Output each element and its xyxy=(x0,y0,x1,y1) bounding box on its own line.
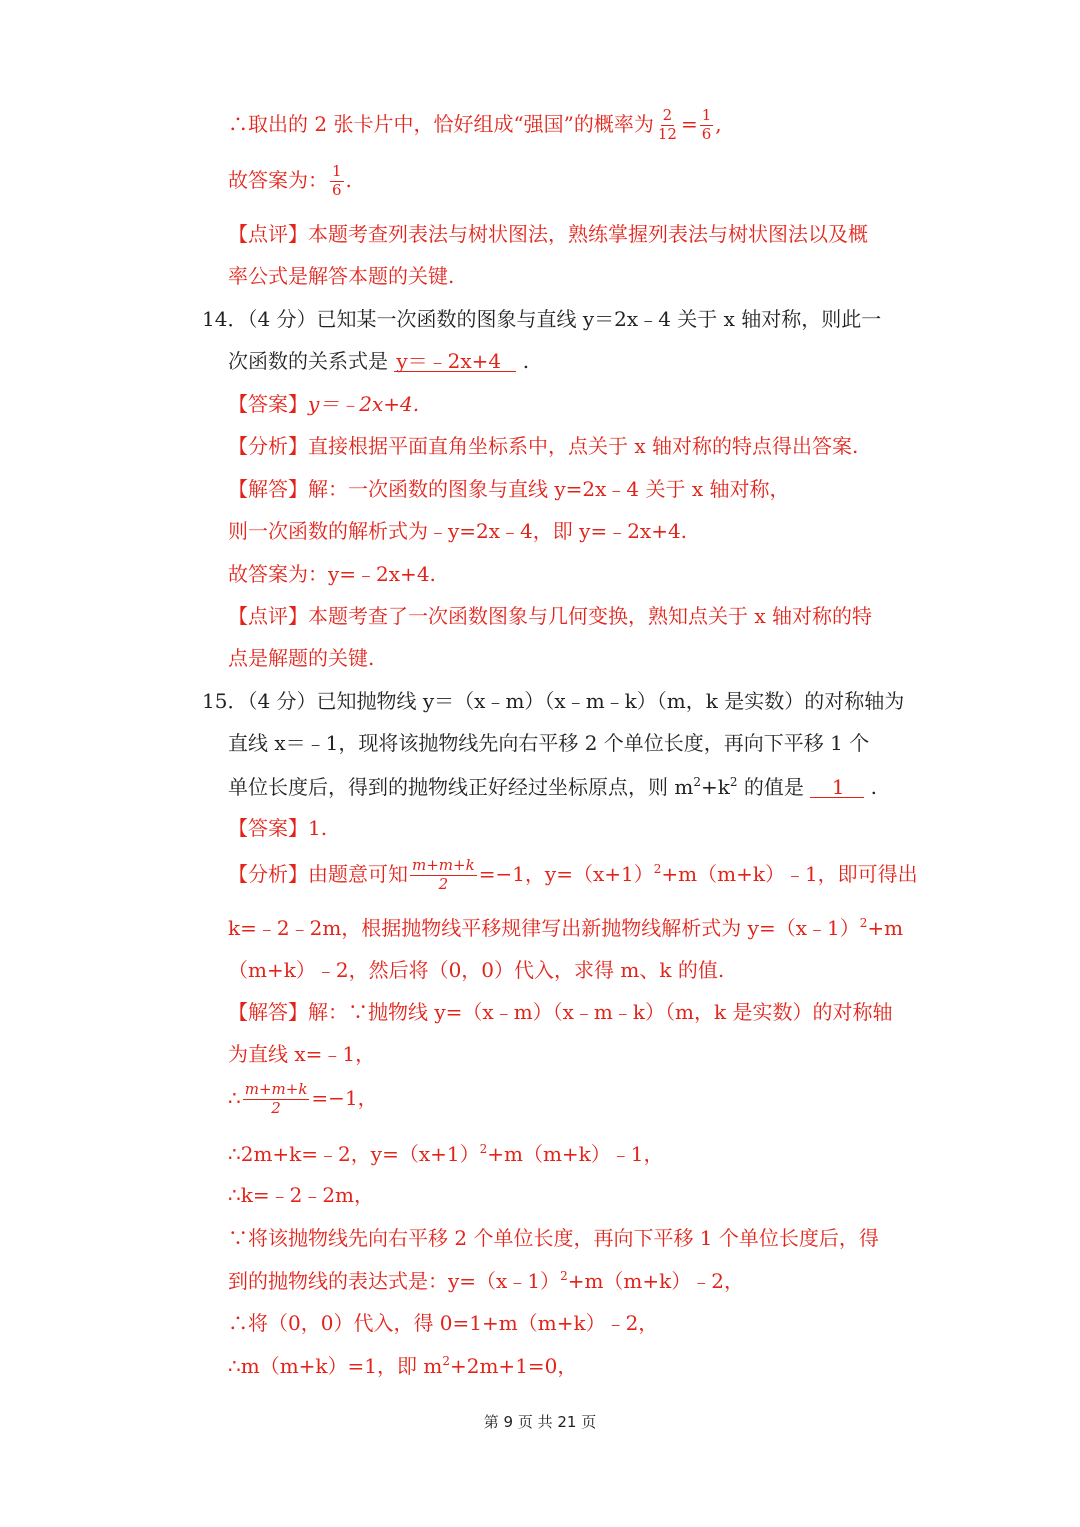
text-line: ∴ $\frac{m+m+k}{2}$ =−1， xyxy=(228,1080,378,1117)
text-line: ∵将该抛物线先向右平移 2 个单位长度，再向下平移 1 个单位长度后，得 xyxy=(228,1226,879,1250)
text-line: ∴k=﹣2﹣2m， xyxy=(228,1183,375,1207)
text-line: 点是解题的关键. xyxy=(228,646,375,670)
text-line: ∴取出的 2 张卡片中，恰好组成“强国”的概率为 $\frac{2}{12}$ = $\frac{1}{6}$ , xyxy=(228,106,722,143)
text-line: k=﹣2﹣2m，根据抛物线平移规律写出新抛物线解析式为 y=（x﹣1）$^2$+m xyxy=(228,916,904,940)
fraction: $\frac{m+m+k}{2}$ xyxy=(412,856,475,893)
text-line: 则一次函数的解析式为﹣y=2x﹣4，即 y=﹣2x+4. xyxy=(228,519,688,543)
text-line: 率公式是解答本题的关键. xyxy=(228,264,455,288)
text-span: ∴取出的 2 张卡片中，恰好组成“强国”的概率为 xyxy=(228,111,654,136)
question-15: 15．（4 分）已知抛物线 y＝（x﹣m）（x﹣m﹣k）（m，k 是实数）的对称轴为 xyxy=(202,689,905,713)
text-line: ∴将（0，0）代入，得 0=1+m（m+k）﹣2， xyxy=(228,1311,659,1335)
text-line: ∴m（m+k）=1，即 $m^2+2m+1=0$， xyxy=(228,1354,578,1378)
question-14-line2: 次函数的关系式是 y＝﹣2x+4 . xyxy=(228,349,530,373)
answer-line: 【答案】1. xyxy=(228,816,328,840)
answer-blank: 1 xyxy=(810,777,864,798)
solution-line: 【解答】解：∵抛物线 y=（x﹣m）（x﹣m﹣k）（m，k 是实数）的对称轴 xyxy=(228,1000,893,1024)
text-line: 到的抛物线的表达式是：y=（x﹣1）$^2$+m（m+k）﹣2， xyxy=(228,1269,744,1293)
solution-line: 【解答】解：一次函数的图象与直线 y=2x﹣4 关于 x 轴对称， xyxy=(228,477,790,501)
analysis-line: 【分析】由题意可知 $\frac{m+m+k}{2}$ =−1，$y=(x+1)^2+m(m+k)﹣1$，即可得出 xyxy=(228,856,918,893)
fraction: $\frac{2}{12}$ xyxy=(657,106,677,143)
text-line: 故答案为：y=﹣2x+4. xyxy=(228,562,436,586)
question-15-line3: 单位长度后，得到的抛物线正好经过坐标原点，则 $m^2+k^2$ 的值是 1 . xyxy=(228,775,877,799)
fraction: $\frac{1}{6}$ xyxy=(701,106,712,143)
page-footer: 第 9 页 共 21 页 xyxy=(483,1413,597,1431)
question-15-line2: 直线 x＝﹣1，现将该抛物线先向右平移 2 个单位长度，再向下平移 1 个 xyxy=(228,731,870,755)
comment-line: 【点评】本题考查了一次函数图象与几何变换，熟知点关于 x 轴对称的特 xyxy=(228,604,872,628)
text-line: ∴2m+k=﹣2，$y=(x+1)^2+m(m+k)﹣1$， xyxy=(228,1142,664,1166)
answer-blank: y＝﹣2x+4 xyxy=(394,351,516,372)
text-line: 故答案为： $\frac{1}{6}$ . xyxy=(228,162,352,199)
answer-line: 【答案】y＝﹣2x+4. xyxy=(228,392,420,416)
text-line: （m+k）﹣2，然后将（0，0）代入，求得 m、k 的值. xyxy=(228,958,725,982)
text-line: 为直线 x=﹣1， xyxy=(228,1042,376,1066)
fraction: $\frac{m+m+k}{2}$ xyxy=(244,1080,308,1117)
analysis-line: 【分析】直接根据平面直角坐标系中，点关于 x 轴对称的特点得出答案. xyxy=(228,434,859,458)
question-14: 14．（4 分）已知某一次函数的图象与直线 y＝2x﹣4 关于 x 轴对称，则此一 xyxy=(202,307,882,331)
fraction: $\frac{1}{6}$ xyxy=(332,162,342,199)
comment-line: 【点评】本题考查列表法与树状图法，熟练掌握列表法与树状图法以及概 xyxy=(228,222,868,246)
